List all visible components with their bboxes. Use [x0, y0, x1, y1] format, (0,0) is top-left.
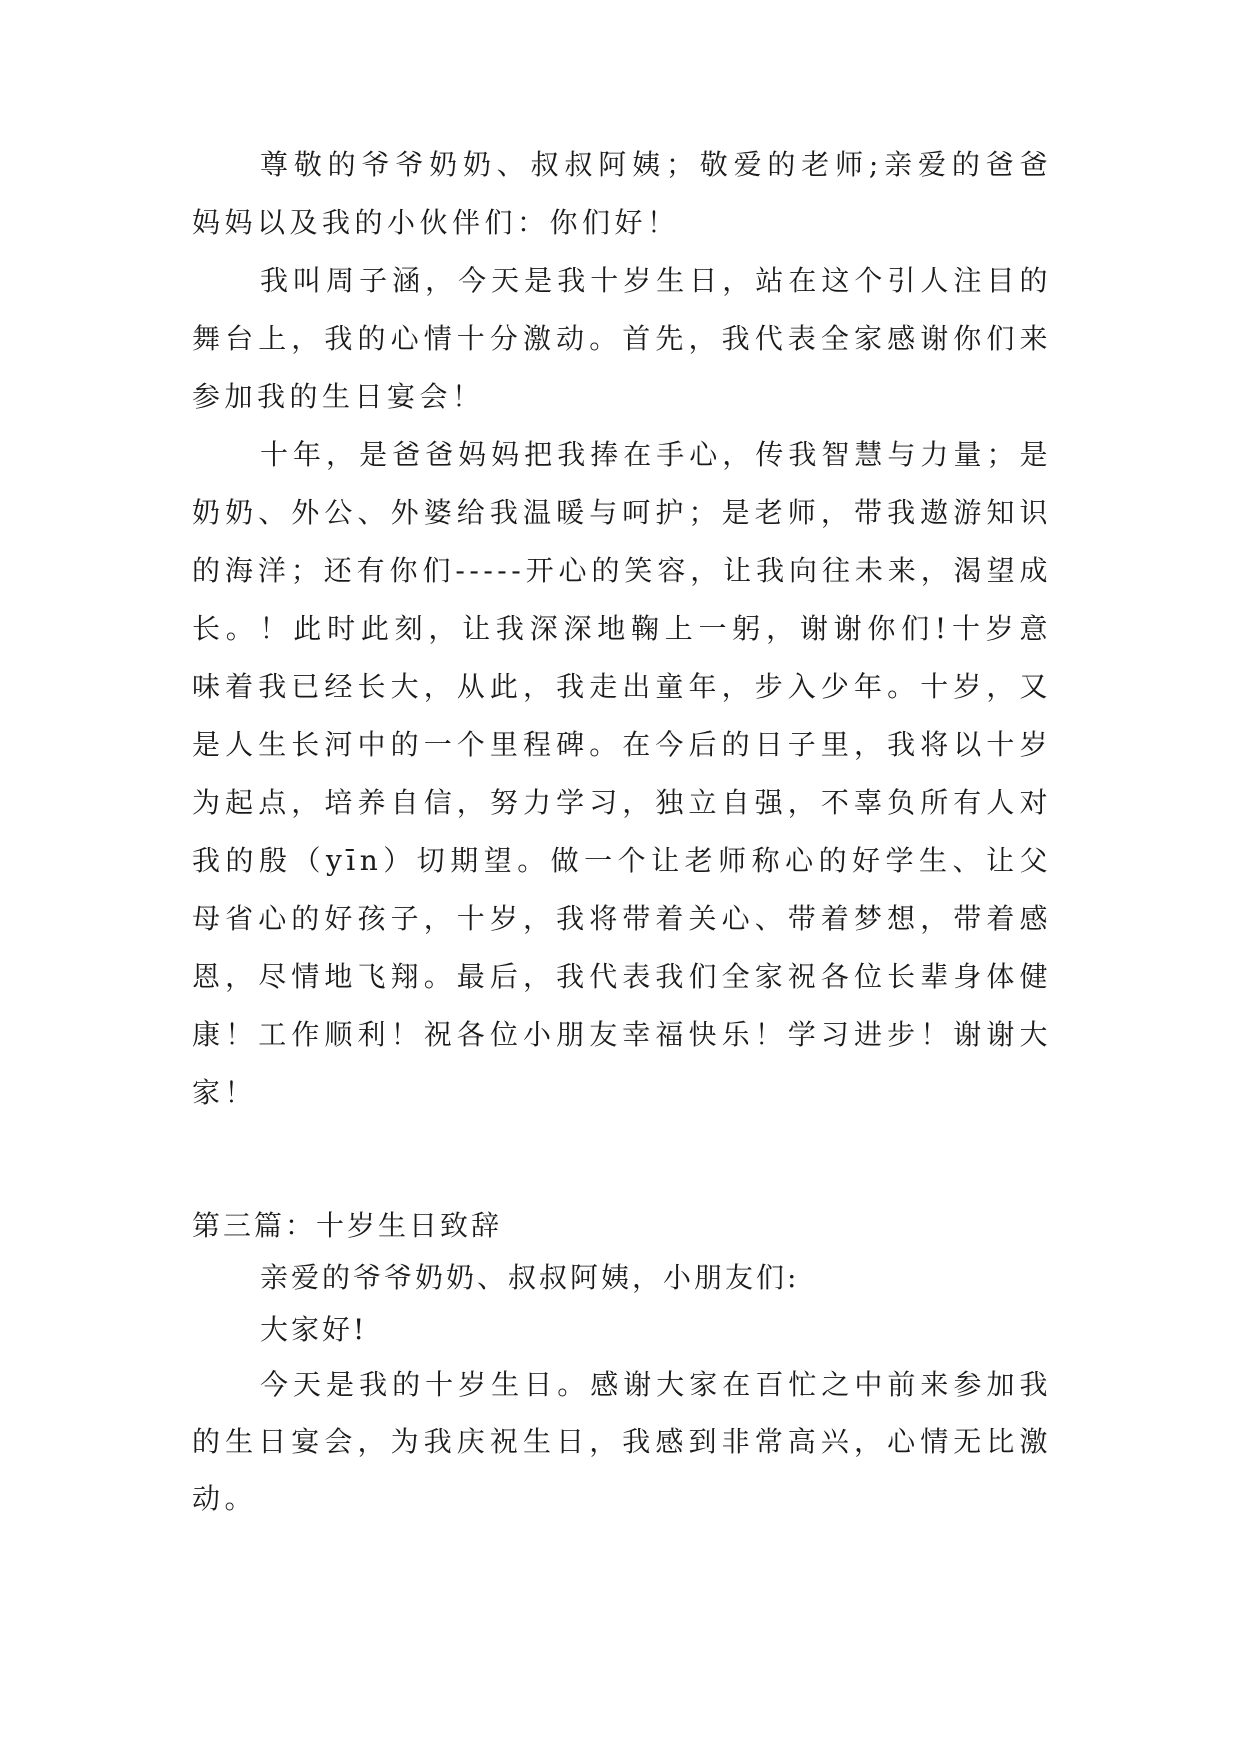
section-one: [192, 136, 1052, 1122]
birthday-paragraph: 今天是我的十岁生日。感谢大家在百忙之中前来参加我的生日宴会，为我庆祝生日，我感到非常高兴，心情无比激动。: [192, 1368, 1052, 1515]
section-three: [192, 1200, 1052, 1527]
greeting-line: 亲爱的爷爷奶奶、叔叔阿姨，小朋友们:: [260, 1261, 800, 1294]
section-heading: 第三篇：十岁生日致辞: [192, 1209, 503, 1242]
opening-salutation-paragraph: 尊敬的爷爷奶奶、叔叔阿姨；敬爱的老师;亲爱的爸爸妈妈以及我的小伙伴们：你们好！: [192, 148, 1052, 239]
self-introduction-paragraph: 我叫周子涵，今天是我十岁生日，站在这个引人注目的舞台上，我的心情十分激动。首先，我代表全家感谢你们来参加我的生日宴会！: [192, 264, 1052, 413]
gratitude-paragraph: 十年，是爸爸妈妈把我捧在手心，传我智慧与力量；是奶奶、外公、外婆给我温暖与呵护；是老师，带我遨游知识的海洋；还有你们-----开心的笑容，让我向往未来，渴望成长。！此时此刻，让我深深地鞠上一躬，谢谢你们!十岁意味着我已经长大，从此，我走出童年，步入少年。十岁，又是人生长河中的一个里程碑。在今后的日子里，我将以十岁为起点，培养自信，努力学习，独立自强，不辜负所有人对我的殷（yīn）切期望。做一个让老师称心的好学生、让父母省心的好孩子，十岁，我将带着关心、带着梦想，带着感恩，尽情地飞翔。最后，我代表我们全家祝各位长辈身体健康！工作顺利！祝各位小朋友幸福快乐！学习进步！谢谢大家！: [192, 438, 1052, 1109]
hello-line: 大家好!: [260, 1313, 368, 1346]
